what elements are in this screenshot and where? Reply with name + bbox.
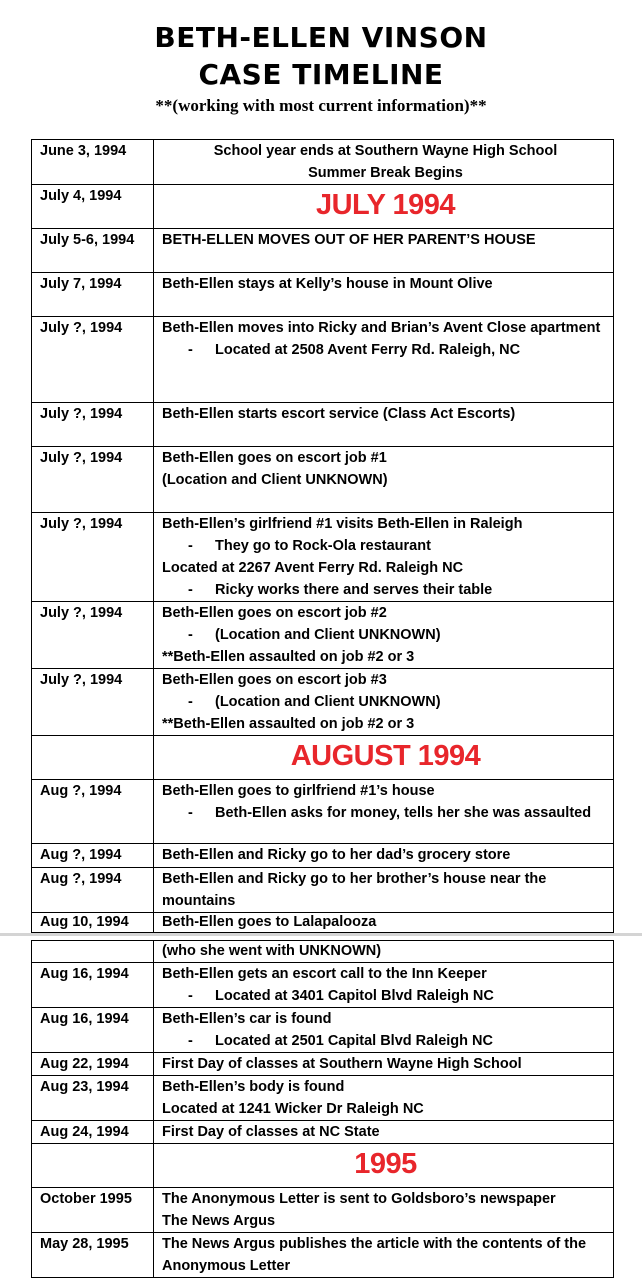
table-row — [32, 913, 614, 933]
timeline-table-page2 — [31, 940, 614, 1278]
event-cell — [154, 963, 614, 1008]
date-cell: Aug 10, 1994 — [32, 913, 154, 933]
date-cell — [32, 736, 154, 780]
event-cell — [154, 941, 614, 963]
event-text: Beth-Ellen moves into Ricky and Brian’s Avent Close apartment — [162, 320, 601, 336]
bullet-text: Located at 3401 Capitol Blvd Raleigh NC — [215, 988, 494, 1004]
bullet-text: They go to Rock-Ola restaurant — [215, 538, 431, 554]
event-cell — [154, 602, 614, 669]
month-heading-august: AUGUST 1994 — [290, 740, 481, 772]
table-row — [32, 1144, 614, 1188]
date-cell: July ?, 1994 — [32, 513, 154, 602]
bullet-item — [162, 579, 609, 601]
date-cell — [32, 1144, 154, 1188]
event-cell — [154, 844, 614, 868]
table-row — [32, 403, 614, 447]
event-text: Beth-Ellen goes on escort job #2 — [162, 605, 387, 621]
date-cell: July ?, 1994 — [32, 669, 154, 736]
event-text: Beth-Ellen gets an escort call to the Inn Keeper — [162, 966, 487, 982]
bullet-dash: - — [188, 805, 193, 821]
event-text: Beth-Ellen and Ricky go to her dad’s grocery store — [162, 847, 511, 863]
bullet-text: Located at 2508 Avent Ferry Rd. Raleigh, NC — [215, 342, 521, 358]
event-text: The News Argus publishes the article with the contents of the Anonymous Letter — [162, 1236, 587, 1274]
bullet-item — [162, 985, 609, 1007]
event-cell — [154, 447, 614, 513]
bullet-text: Ricky works there and serves their table — [215, 582, 493, 598]
table-row — [32, 963, 614, 1008]
date-cell: July 4, 1994 — [32, 185, 154, 229]
date-cell: Aug ?, 1994 — [32, 868, 154, 913]
event-text: Beth-Ellen goes to Lalapalooza — [162, 914, 377, 930]
date-cell: October 1995 — [32, 1188, 154, 1233]
year-heading-1995: 1995 — [354, 1148, 417, 1180]
event-text: The News Argus — [162, 1213, 276, 1229]
month-heading-july: JULY 1994 — [315, 189, 455, 221]
table-row — [32, 602, 614, 669]
table-row — [32, 669, 614, 736]
event-text: Beth-Ellen goes on escort job #1 — [162, 450, 387, 466]
event-text: Located at 1241 Wicker Dr Raleigh NC — [162, 1101, 424, 1117]
bullet-text: (Location and Client UNKNOWN) — [215, 694, 441, 710]
document-subtitle: **(working with most current information)** — [155, 96, 487, 115]
table-row — [32, 140, 614, 185]
event-cell — [154, 1008, 614, 1053]
event-text: BETH-ELLEN MOVES OUT OF HER PARENT’S HOUSE — [162, 232, 536, 248]
date-cell: May 28, 1995 — [32, 1233, 154, 1278]
date-cell: Aug 24, 1994 — [32, 1121, 154, 1144]
event-cell — [154, 913, 614, 933]
table-row — [32, 1233, 614, 1278]
table-row — [32, 1008, 614, 1053]
bullet-text: Beth-Ellen asks for money, tells her she was assaulted — [215, 805, 592, 821]
event-text: School year ends at Southern Wayne High School — [213, 143, 558, 159]
event-text: Beth-Ellen’s car is found — [162, 1011, 332, 1027]
date-cell: July ?, 1994 — [32, 403, 154, 447]
date-cell: Aug ?, 1994 — [32, 780, 154, 844]
event-cell — [154, 1188, 614, 1233]
event-cell — [154, 273, 614, 317]
event-text: (who she went with UNKNOWN) — [162, 943, 382, 959]
table-row — [32, 868, 614, 913]
table-row — [32, 273, 614, 317]
document-title-line2: CASE TIMELINE — [198, 58, 444, 91]
table-row — [32, 1188, 614, 1233]
date-cell: July ?, 1994 — [32, 602, 154, 669]
event-cell — [154, 1121, 614, 1144]
event-text: First Day of classes at Southern Wayne High School — [162, 1056, 522, 1072]
event-cell — [154, 1144, 614, 1188]
event-cell — [154, 229, 614, 273]
event-text: Summer Break Begins — [308, 165, 463, 181]
event-cell — [154, 140, 614, 185]
date-cell: July ?, 1994 — [32, 317, 154, 403]
date-cell: June 3, 1994 — [32, 140, 154, 185]
table-row — [32, 229, 614, 273]
date-cell: Aug 22, 1994 — [32, 1053, 154, 1076]
event-text: Located at 2267 Avent Ferry Rd. Raleigh NC — [162, 560, 464, 576]
event-cell — [154, 317, 614, 403]
page-break-separator — [0, 933, 642, 936]
document-title-line1: BETH-ELLEN VINSON — [154, 21, 488, 54]
event-text: **Beth-Ellen assaulted on job #2 or 3 — [162, 649, 415, 665]
table-row — [32, 317, 614, 403]
bullet-dash: - — [188, 627, 193, 643]
event-cell — [154, 1076, 614, 1121]
table-row — [32, 513, 614, 602]
table-row — [32, 1121, 614, 1144]
table-row — [32, 1053, 614, 1076]
bullet-text: (Location and Client UNKNOWN) — [215, 627, 441, 643]
date-cell: July ?, 1994 — [32, 447, 154, 513]
bullet-item — [162, 535, 609, 557]
event-text: Beth-Ellen starts escort service (Class Act Escorts) — [162, 406, 516, 422]
bullet-dash: - — [188, 988, 193, 1004]
bullet-dash: - — [188, 342, 193, 358]
table-row — [32, 1076, 614, 1121]
event-cell — [154, 513, 614, 602]
event-cell — [154, 403, 614, 447]
bullet-item — [162, 691, 609, 713]
event-cell — [154, 185, 614, 229]
table-row — [32, 736, 614, 780]
date-cell: July 5-6, 1994 — [32, 229, 154, 273]
event-cell — [154, 1053, 614, 1076]
event-text: The Anonymous Letter is sent to Goldsboro’s newspaper — [162, 1191, 556, 1207]
event-text: Beth-Ellen goes to girlfriend #1’s house — [162, 783, 435, 799]
event-text: Beth-Ellen’s girlfriend #1 visits Beth-Ellen in Raleigh — [162, 516, 523, 532]
date-cell — [32, 941, 154, 963]
event-text: (Location and Client UNKNOWN) — [162, 472, 388, 488]
bullet-dash: - — [188, 538, 193, 554]
bullet-text: Located at 2501 Capital Blvd Raleigh NC — [215, 1033, 493, 1049]
date-cell: Aug ?, 1994 — [32, 844, 154, 868]
bullet-item — [162, 624, 609, 646]
event-text: Beth-Ellen and Ricky go to her brother’s house near the mountains — [162, 871, 547, 909]
event-cell — [154, 736, 614, 780]
bullet-item — [162, 339, 609, 361]
date-cell: July 7, 1994 — [32, 273, 154, 317]
table-row — [32, 447, 614, 513]
bullet-dash: - — [188, 694, 193, 710]
timeline-table-page1 — [31, 139, 614, 933]
event-cell — [154, 1233, 614, 1278]
event-text: First Day of classes at NC State — [162, 1124, 380, 1140]
bullet-item — [162, 802, 609, 824]
event-text: Beth-Ellen’s body is found — [162, 1079, 345, 1095]
date-cell: Aug 16, 1994 — [32, 963, 154, 1008]
bullet-item — [162, 1030, 609, 1052]
date-cell: Aug 23, 1994 — [32, 1076, 154, 1121]
date-cell: Aug 16, 1994 — [32, 1008, 154, 1053]
table-row — [32, 780, 614, 844]
bullet-dash: - — [188, 582, 193, 598]
event-text: Beth-Ellen goes on escort job #3 — [162, 672, 387, 688]
table-row — [32, 941, 614, 963]
event-cell — [154, 780, 614, 844]
bullet-dash: - — [188, 1033, 193, 1049]
table-row — [32, 844, 614, 868]
event-cell — [154, 669, 614, 736]
table-row — [32, 185, 614, 229]
event-text: **Beth-Ellen assaulted on job #2 or 3 — [162, 716, 415, 732]
event-text: Beth-Ellen stays at Kelly’s house in Mount Olive — [162, 276, 493, 292]
event-cell — [154, 868, 614, 913]
